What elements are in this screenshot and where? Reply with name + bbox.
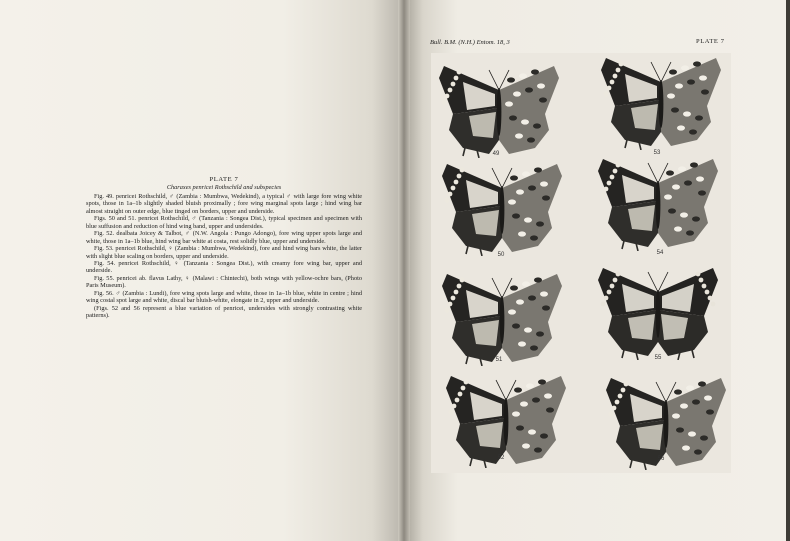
caption-heading: PLATE 7 xyxy=(209,176,239,183)
butterfly-specimen xyxy=(596,52,726,150)
caption-subtitle: Charaxes penricei Rothschild and subspecies xyxy=(166,184,282,192)
figure-number: 50 xyxy=(497,252,505,258)
butterfly-specimen xyxy=(593,153,723,251)
plate-caption xyxy=(86,176,362,320)
figure-number: 56 xyxy=(657,456,665,462)
figure-number: 54 xyxy=(656,250,664,256)
butterfly-specimen xyxy=(593,262,723,360)
journal-running-head: Bull. B.M. (N.H.) Entom. 18, 3 xyxy=(430,39,510,46)
caption-paragraph: Fig. 49. penricei Rothschild, ♂ (Zambia : Mumbwa, Wedekind), a typical ♂ with large fore wing white spots, those in 1a–1b slightly shaded bluish proximally ; fore wing marginal spots large ; hind wing bar almost straight on outer edge, blue tinged on borders, upper and underside. xyxy=(86,192,362,215)
figure-number: 53 xyxy=(653,150,661,156)
plate-running-head: PLATE 7 xyxy=(696,38,725,45)
butterfly-specimen xyxy=(434,60,564,158)
caption-paragraph: Fig. 53. penricei Rothschild, ♀ (Zambia : Mumbwa, Wedekind), fore and hind wing bars white, the latter with slight blue scaling on borders, upper and underside. xyxy=(86,245,362,260)
caption-paragraph: (Figs. 52 and 56 represent a blue variation of penricei, undersides with strongly contrasting white patterns). xyxy=(86,304,362,320)
figure-number: 51 xyxy=(495,357,503,363)
caption-paragraph: Fig. 52. dealbata Joicey & Talbot, ♂ (N.W. Angola : Pungo Adongo), fore wing upper spots large and white, those in 1a–1b blue, hind wing bar white at costa, rest solidly blue, upper and underside. xyxy=(86,230,362,245)
figure-number: 49 xyxy=(492,151,500,157)
figure-number: 55 xyxy=(654,355,662,361)
figure-number: 52 xyxy=(497,455,505,461)
caption-paragraph: Figs. 50 and 51. penricei Rothschild, ♂ (Tanzania : Songea Dist.), typical specimen and specimen with blue suffusion and reduction of hind wing band, upper and undersides. xyxy=(86,215,362,230)
page-edge xyxy=(786,0,790,541)
caption-paragraph: Fig. 56. ♂ (Zambia : Lundi), fore wing spots large and white, those in 1a–1b blue, white in centre ; hind wing costal spot large and white, discal bar bluish-white, elongate in 2, upper and underside. xyxy=(86,289,362,305)
butterfly-specimen xyxy=(441,370,571,468)
caption-paragraph: Fig. 55. penricei ab. flavus Lathy, ♀ (Malawi : Chintechi), both wings with yellow-ochre bars, (Photo Paris Museum). xyxy=(86,274,362,290)
butterfly-specimen xyxy=(437,158,567,256)
butterfly-specimen xyxy=(437,268,567,366)
caption-paragraph: Fig. 54. penricei Rothschild, ♀ (Tanzania : Songea Dist.), with creamy fore wing bar, upper and underside. xyxy=(86,259,362,275)
book-gutter xyxy=(398,0,410,541)
